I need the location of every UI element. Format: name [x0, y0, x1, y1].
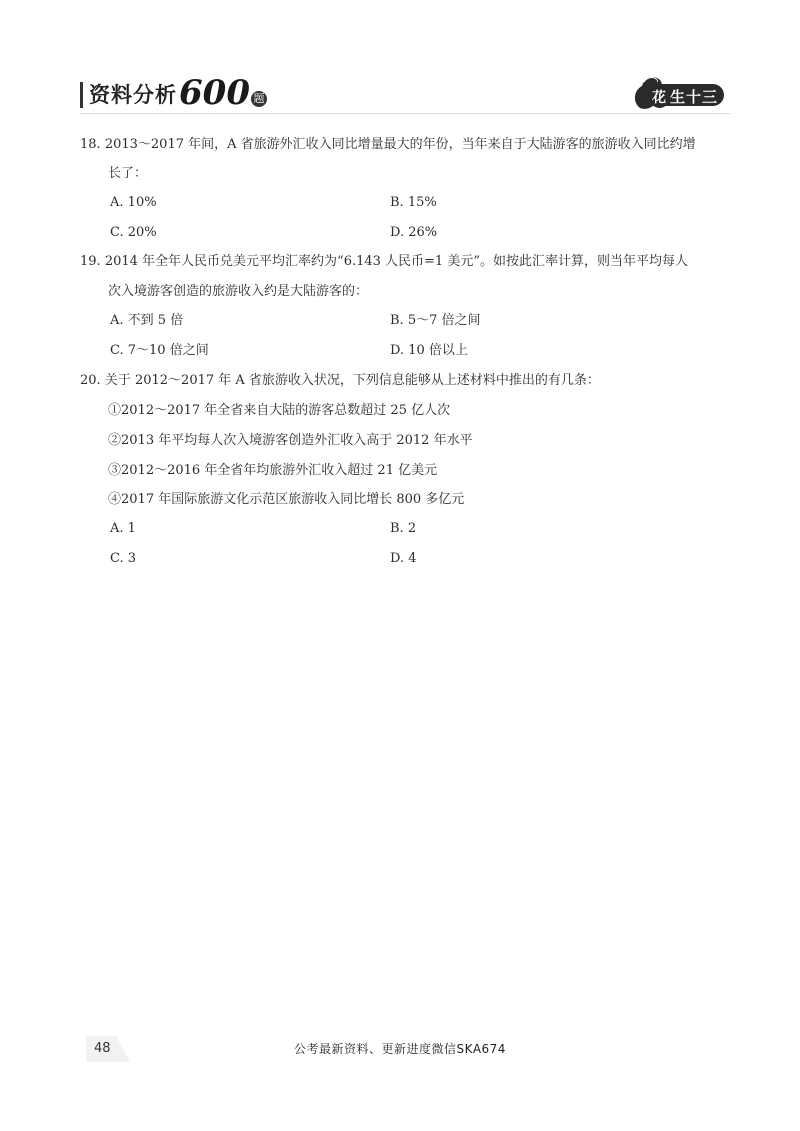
option-text: 26%: [408, 225, 438, 240]
option-text: 5～7 倍之间: [407, 313, 481, 328]
question-stem: 2014 年全年人民币兑美元平均汇率约为“6.143 人民币=1 美元”。如按此汇率计算，则当年平均每人: [104, 254, 688, 269]
option-c[interactable]: [110, 342, 209, 360]
option-key: C.: [110, 551, 124, 566]
question-18-line-1: [80, 136, 696, 154]
statement-2: ②2013 年平均每人次入境游客创造外汇收入高于 2012 年水平: [108, 433, 473, 448]
option-key: C.: [110, 343, 124, 358]
option-key: C.: [110, 225, 124, 240]
option-a[interactable]: [110, 520, 136, 538]
option-key: A.: [110, 313, 124, 328]
brand-name-rest: 生十三: [670, 88, 719, 106]
title-accent-bar: [80, 82, 83, 108]
book-suffix-badge: 题: [251, 91, 267, 107]
option-c[interactable]: [110, 224, 157, 242]
question-stem: 2013～2017 年间，A 省旅游外汇收入同比增量最大的年份，当年来自于大陆游客的旅游收入同比约增: [104, 137, 696, 152]
option-key: B.: [390, 521, 404, 536]
option-a[interactable]: [110, 312, 183, 330]
option-key: D.: [390, 225, 405, 240]
question-number: 19.: [80, 254, 101, 269]
option-d[interactable]: [390, 342, 468, 360]
statement-4: ④2017 年国际旅游文化示范区旅游收入同比增长 800 多亿元: [108, 492, 465, 507]
option-text: 4: [408, 551, 417, 566]
option-text: 15%: [407, 195, 437, 210]
option-key: B.: [390, 195, 404, 210]
brand-badge: 花: [652, 90, 667, 106]
option-text: 7～10 倍之间: [127, 343, 209, 358]
question-stem: 关于 2012～2017 年 A 省旅游收入状况，下列信息能够从上述材料中推出的有几条：: [104, 373, 600, 388]
option-b[interactable]: [390, 520, 416, 538]
book-title: 资料分析: [89, 83, 177, 107]
footer-note: 公考最新资料、更新进度微信SKA674: [294, 1042, 506, 1056]
book-number: 600: [179, 73, 250, 113]
option-d[interactable]: [390, 224, 437, 242]
option-b[interactable]: [390, 194, 437, 212]
brand-name: [650, 86, 718, 108]
header-divider: [80, 113, 730, 114]
option-text: 20%: [127, 225, 157, 240]
option-text: 1: [127, 521, 136, 536]
option-c[interactable]: [110, 550, 136, 568]
option-a[interactable]: [110, 194, 157, 212]
option-text: 2: [407, 521, 417, 536]
option-text: 10 倍以上: [408, 343, 468, 358]
option-key: A.: [110, 195, 124, 210]
option-b[interactable]: [390, 312, 481, 330]
option-text: 10%: [127, 195, 157, 210]
brand-logo: [630, 72, 726, 112]
question-number: 20.: [80, 373, 101, 388]
question-19-line-1: [80, 253, 688, 271]
statement-3: ③2012～2016 年全省年均旅游外汇收入超过 21 亿美元: [108, 463, 438, 478]
option-text: 不到 5 倍: [127, 313, 184, 328]
book-title-block: [80, 73, 267, 113]
question-18-line-2: 长了：: [108, 166, 148, 181]
option-d[interactable]: [390, 550, 417, 568]
option-text: 3: [127, 551, 137, 566]
option-key: B.: [390, 313, 404, 328]
statement-1: ①2012～2017 年全省来自大陆的游客总数超过 25 亿人次: [108, 403, 451, 418]
question-20-line-1: [80, 372, 600, 390]
option-key: D.: [390, 551, 405, 566]
question-19-line-2: 次入境游客创造的旅游收入约是大陆游客的：: [108, 284, 369, 299]
page-number: 48: [94, 1041, 111, 1056]
question-number: 18.: [80, 137, 101, 152]
option-key: A.: [110, 521, 124, 536]
option-key: D.: [390, 343, 405, 358]
